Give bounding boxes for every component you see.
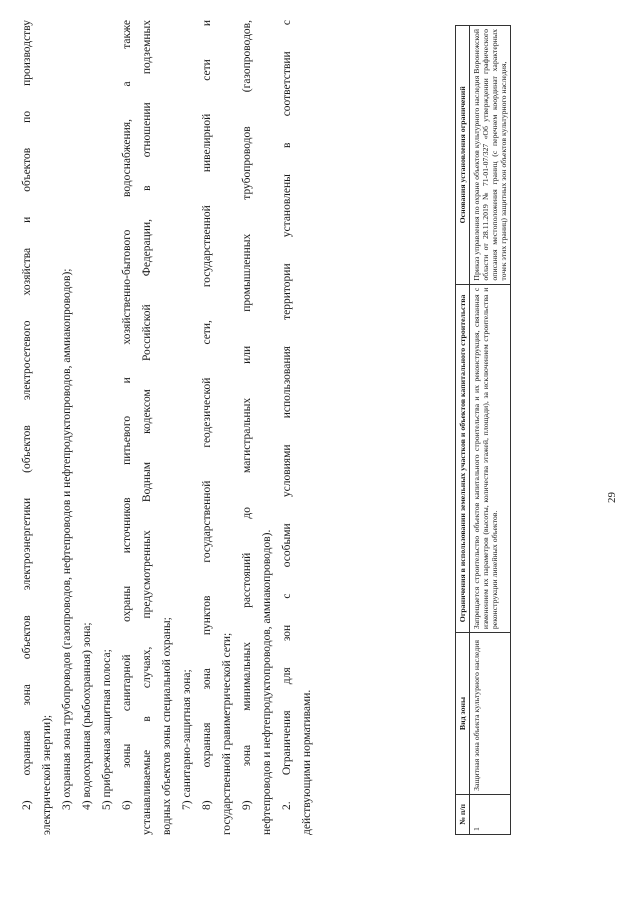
paragraph-line: 3) охранная зона трубопроводов (газопроводов, нефтепроводов и нефтепродуктопроводов, аммиакопроводов); <box>61 268 73 810</box>
header-restrictions: Ограничения в использовании земельных участков и объектов капитального строительства <box>456 284 470 632</box>
table-row <box>470 26 511 835</box>
page-number: 29 <box>606 492 618 503</box>
paragraph-line: водных объектов зоны специальной охраны; <box>161 617 173 835</box>
cell-zone-type: Защитная зона объекта культурного наследия <box>470 633 511 795</box>
paragraph-line: 4) водоохранная (рыбоохранная) зона; <box>81 622 93 810</box>
paragraph-line: 9) зона минимальных расстояний до магистральных или промышленных трубопроводов (газопроводов, <box>241 20 253 810</box>
paragraph-line: устанавливаемые в случаях, предусмотренных Водным кодексом Российской Федерации, в отношении подземных <box>141 20 153 835</box>
header-basis: Основания установления ограничений <box>456 26 470 285</box>
cell-basis: Приказ управления по охране объектов культурного наследия Воронежской области от 28.11.2019 № 71-01-07/327 «Об утверждении графического описания местоположения границ (с перечнем координат характерных точек этих границ) защитных зон объектов культурного наследия, <box>470 26 511 285</box>
paragraph-line: электрической энергии); <box>41 714 53 835</box>
cell-number: 1 <box>470 794 511 834</box>
paragraph-line: 2) охранная зона объектов электроэнергетики (объектов электросетевого хозяйства и объектов по производству <box>21 20 33 810</box>
paragraph-line: нефтепроводов и нефтепродуктопроводов, аммиакопроводов). <box>261 529 273 835</box>
header-zone-type: Вид зоны <box>456 633 470 795</box>
paragraph-line: 6) зоны санитарной охраны источников питьевого и хозяйственно-бытового водоснабжения, а также <box>121 20 133 810</box>
table-header-row <box>456 26 470 835</box>
restrictions-table <box>455 25 511 835</box>
paragraph-line: 5) прибрежная защитная полоса; <box>101 649 113 810</box>
paragraph-line: 7) санитарно-защитная зона; <box>181 669 193 810</box>
paragraph-line: действующими нормативами. <box>301 689 313 835</box>
paragraph-line: 2. Ограничения для зон с особыми условиями использования территории установлены в соответствии с <box>281 20 293 810</box>
paragraph-line: 8) охранная зона пунктов государственной геодезической сети, государственной нивелирной сети и <box>201 20 213 810</box>
paragraph-line: государственной гравиметрической сети; <box>221 632 233 835</box>
cell-restrictions: Запрещается строительство объектов капитального строительства и их реконструкция, связанная с изменением их параметров (высоты, количества этажей, площади), за исключением строительства и реконструкции линейных объектов. <box>470 284 511 632</box>
header-number: № п/п <box>456 794 470 834</box>
